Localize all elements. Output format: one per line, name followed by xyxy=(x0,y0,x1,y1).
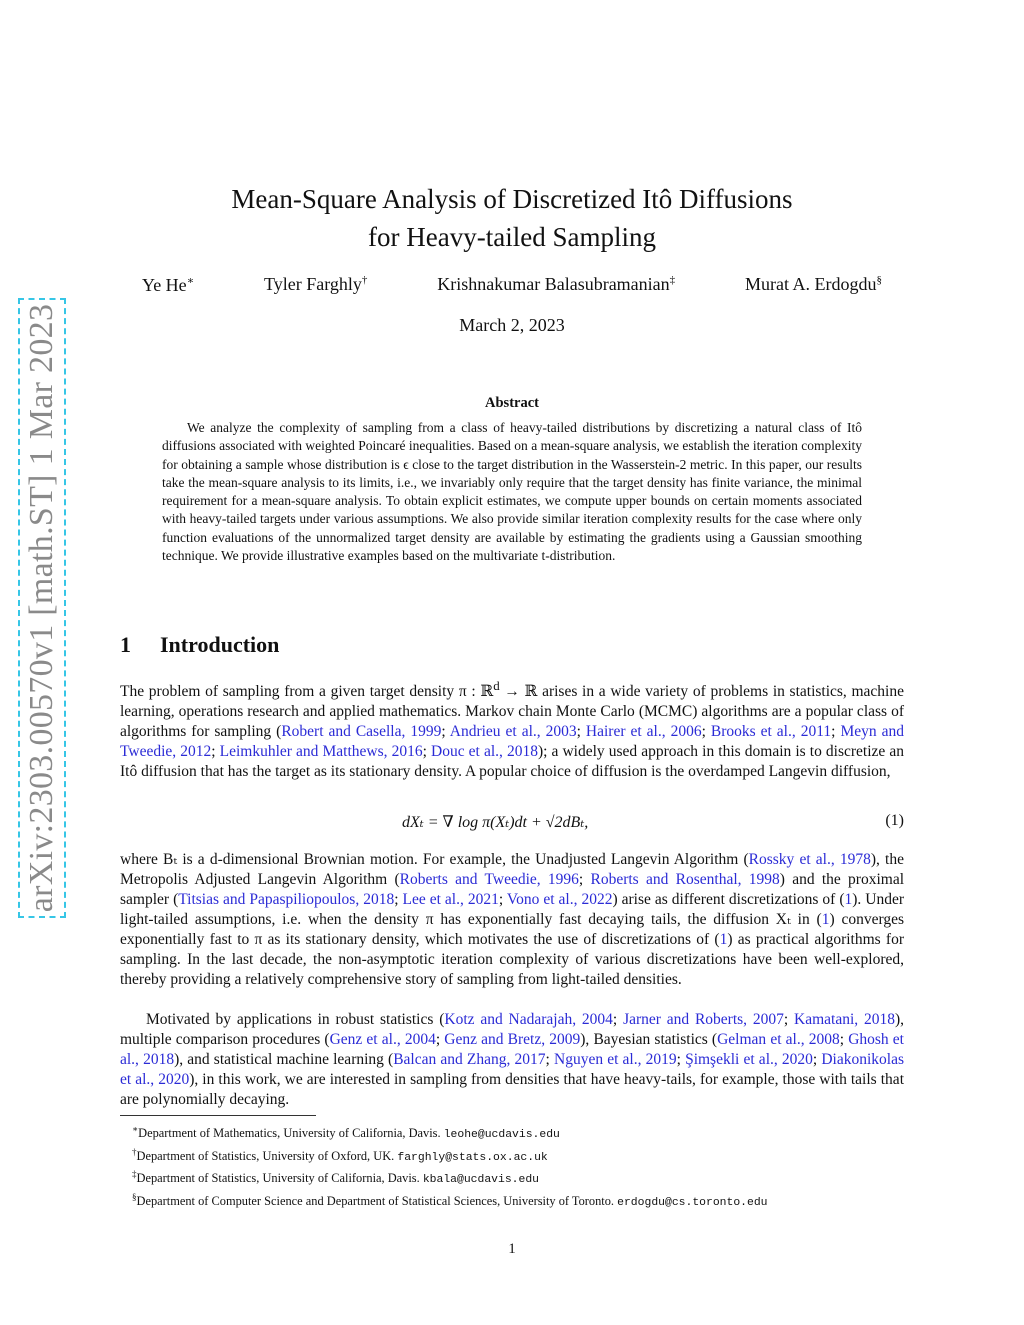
text-run: ; xyxy=(831,723,841,741)
citation-link[interactable]: Genz and Bretz, 2009 xyxy=(444,1031,581,1048)
text-run: ) as practical algorithms for sampling. In the last decade, the non-asymptotic iteration complexity of various discretizations have been well-explored, thereby providing a relatively comprehensive story of sampling from light-tailed densities. xyxy=(120,931,905,988)
citation-link[interactable]: Leimkuhler and Matthews, 2016 xyxy=(219,743,423,761)
text-run: ; xyxy=(783,1011,794,1028)
citation-link[interactable]: Rossky et al., 1978 xyxy=(748,851,871,868)
text-run: ; xyxy=(435,1031,445,1048)
text-run: The problem of sampling from a given target density π : ℝ xyxy=(120,683,494,701)
email-link[interactable]: leohe@ucdavis.edu xyxy=(443,1129,560,1142)
citation-link[interactable]: Jarner and Roberts, 2007 xyxy=(623,1011,784,1028)
text-run: ), multiple comparison procedures ( xyxy=(120,1011,904,1048)
author: Murat A. Erdogdu§ xyxy=(745,274,882,294)
citation-link[interactable]: 1 xyxy=(821,911,830,928)
page-number: 1 xyxy=(508,1241,516,1257)
arxiv-identifier: arXiv:2303.00570v1 [math.ST] 1 Mar 2023 xyxy=(23,303,60,913)
paper-title xyxy=(120,180,904,256)
text-run: ). Under light-tailed assumptions, i.e. when the density π has exponentially fast decaying tails, the diffusion Xₜ in ( xyxy=(120,891,905,928)
text-run: Motivated by applications in robust statistics ( xyxy=(146,1011,445,1028)
text-run: ) converges exponentially fast to π as its stationary density, which motivates the use of discretizations of ( xyxy=(120,911,904,948)
author: Krishnakumar Balasubramanian‡ xyxy=(437,274,676,294)
author: Tyler Farghly† xyxy=(264,274,368,294)
equation-body: dXₜ = ∇ log π(Xₜ)dt + √2dBₜ, xyxy=(402,814,589,831)
text-run: where Bₜ is a d-dimensional Brownian motion. For example, the Unadjusted Langevin Algorithm ( xyxy=(120,851,749,868)
citation-link[interactable]: Lee et al., 2021 xyxy=(402,891,499,908)
text-run: ; xyxy=(701,723,711,741)
section-title: Introduction xyxy=(160,632,280,657)
text-run: ), the Metropolis Adjusted Langevin Algorithm ( xyxy=(120,851,904,888)
section-number: 1 xyxy=(120,632,131,657)
section-heading xyxy=(120,632,279,658)
citation-link[interactable]: Diakonikolas et al., 2020 xyxy=(120,1051,904,1088)
citation-link[interactable]: Nguyen et al., 2019 xyxy=(554,1051,677,1068)
email-link[interactable]: farghly@stats.ox.ac.uk xyxy=(397,1151,548,1164)
citation-link[interactable]: Genz et al., 2004 xyxy=(329,1031,436,1048)
citation-link[interactable]: Gelman et al., 2008 xyxy=(717,1031,840,1048)
author-list xyxy=(120,274,904,296)
footnote: †Department of Statistics, University of Oxford, UK. farghly@stats.ox.ac.uk xyxy=(132,1146,548,1164)
text-run: ; xyxy=(578,871,591,888)
text-run: ; xyxy=(545,1051,554,1068)
citation-link[interactable]: Meyn and Tweedie, 2012 xyxy=(120,723,904,761)
text-run: → ℝ arises in a wide variety of problems in statistics, machine learning, operations research and applied mathematics. Markov chain Monte Carlo (MCMC) algorithms are a popular class of algorithms for sampling ( xyxy=(120,683,904,741)
text-run: ; xyxy=(676,1051,686,1068)
citation-link[interactable]: Robert and Casella, 1999 xyxy=(281,723,442,741)
text-run: ), in this work, we are interested in sampling from densities that have heavy-tails, for example, those with tails that are polynomially decaying. xyxy=(120,1071,904,1108)
citation-link[interactable]: Kotz and Nadarajah, 2004 xyxy=(444,1011,613,1028)
abstract-body: We analyze the complexity of sampling from a class of heavy-tailed distributions by discretizing a natural class of Itô diffusions associated with weighted Poincaré inequalities. Based on a mean-square analysis, we establish the iteration complexity for obtaining a sample whose distribution is ϵ close to the target distribution in the Wasserstein-2 metric. In this paper, our results take the mean-square analysis to its limits, i.e., we invariably only require that the target density has finite variance, the minimal requirement for a mean-square analysis. To obtain explicit estimates, we compute upper bounds on certain moments associated with heavy-tailed targets under various assumptions. We also provide similar iteration complexity results for the case where only function evaluations of the unnormalized target density are available by estimating the gradients using a Gaussian smoothing technique. We provide illustrative examples based on the multivariate t-distribution. xyxy=(162,420,862,564)
text-run: ; xyxy=(394,891,403,908)
title-line-2: for Heavy-tailed Sampling xyxy=(368,222,656,252)
footnote: §Department of Computer Science and Department of Statistical Sciences, University of Toronto. erdogdu@cs.toronto.edu xyxy=(132,1191,768,1209)
citation-link[interactable]: 1 xyxy=(844,891,853,908)
footnote: ∗Department of Mathematics, University of California, Davis. leohe@ucdavis.edu xyxy=(132,1124,560,1142)
arxiv-side-stamp xyxy=(18,298,66,918)
citation-link[interactable]: Balcan and Zhang, 2017 xyxy=(393,1051,546,1068)
text-run: ), and statistical machine learning ( xyxy=(174,1051,394,1068)
text-run: ; xyxy=(576,723,586,741)
text-run: ; xyxy=(839,1031,849,1048)
text-run: ) arise as different discretizations of ( xyxy=(612,891,845,908)
citation-link[interactable]: Ghosh et al., 2018 xyxy=(120,1031,904,1068)
citation-link[interactable]: 1 xyxy=(719,931,728,948)
citation-link[interactable]: Roberts and Tweedie, 1996 xyxy=(399,871,579,888)
equation-number: (1) xyxy=(885,812,904,829)
superscript: d xyxy=(493,678,500,693)
footnote: ‡Department of Statistics, University of California, Davis. kbala@ucdavis.edu xyxy=(132,1169,540,1187)
citation-link[interactable]: Kamatani, 2018 xyxy=(794,1011,895,1028)
citation-link[interactable]: Andrieu et al., 2003 xyxy=(449,723,577,741)
footnotes xyxy=(132,1121,912,1212)
publication-date: March 2, 2023 xyxy=(459,315,565,335)
citation-link[interactable]: Brooks et al., 2011 xyxy=(710,723,832,741)
author: Ye He∗ xyxy=(142,275,195,295)
text-run: ; xyxy=(422,743,432,761)
text-run: ) and the proximal sampler ( xyxy=(120,871,905,908)
email-link[interactable]: erdogdu@cs.toronto.edu xyxy=(617,1197,768,1209)
text-run: ; xyxy=(441,723,450,741)
citation-link[interactable]: Vono et al., 2022 xyxy=(506,891,613,908)
paragraph xyxy=(120,850,904,990)
abstract-heading: Abstract xyxy=(485,395,539,411)
citation-link[interactable]: Roberts and Rosenthal, 1998 xyxy=(590,871,780,888)
paragraph xyxy=(120,676,904,782)
citation-link[interactable]: Titsias and Papaspiliopoulos, 2018 xyxy=(178,891,395,908)
citation-link[interactable]: Hairer et al., 2006 xyxy=(585,723,702,741)
text-run: ; xyxy=(211,743,220,761)
citation-link[interactable]: Douc et al., 2018 xyxy=(431,743,538,761)
title-line-1: Mean-Square Analysis of Discretized Itô Diffusions xyxy=(231,184,793,214)
paragraph xyxy=(120,1010,904,1110)
email-link[interactable]: kbala@ucdavis.edu xyxy=(422,1174,540,1187)
footnote-rule xyxy=(120,1115,316,1116)
text-run: ; xyxy=(498,891,507,908)
citation-link[interactable]: Şimşekli et al., 2020 xyxy=(685,1051,813,1068)
text-run: ; xyxy=(612,1011,624,1028)
text-run: ), Bayesian statistics ( xyxy=(580,1031,718,1048)
text-run: ); a widely used approach in this domain is to discretize an Itô diffusion that has the target as its stationary density. A popular choice of diffusion is the overdamped Langevin diffusion, xyxy=(120,743,905,781)
text-run: ; xyxy=(812,1051,822,1068)
